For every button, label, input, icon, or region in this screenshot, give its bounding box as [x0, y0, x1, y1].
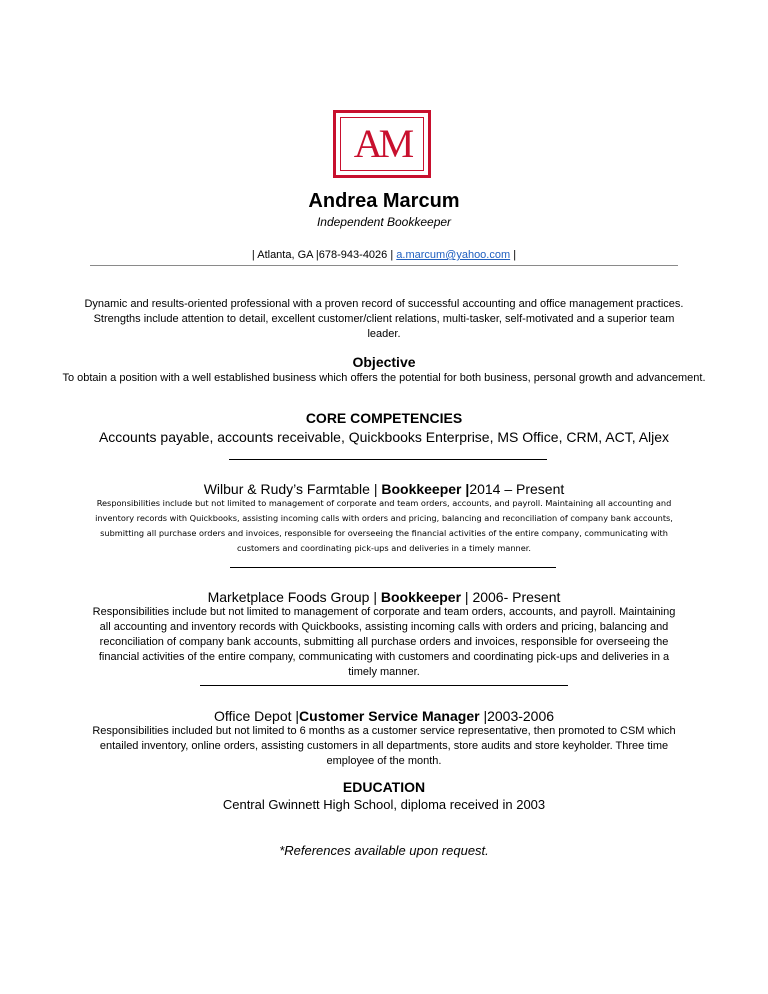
summary-text: Dynamic and results-oriented professional with a proven record of successful accounting and office management practices. Strengths include attention to detail, excellent customer/client relations, multi-tasker, self-motivated and a superior team leader. — [84, 298, 684, 340]
contact-line — [0, 249, 768, 261]
email-link[interactable]: a.marcum@yahoo.com — [396, 249, 511, 261]
competencies-text: Accounts payable, accounts receivable, Quickbooks Enterprise, MS Office, CRM, ACT, Aljex — [98, 429, 670, 445]
job-company: Marketplace Foods Group | — [207, 589, 381, 605]
candidate-title: Independent Bookkeeper — [316, 215, 452, 229]
references-note: *References available upon request. — [279, 843, 489, 858]
job-role: Customer Service Manager — [299, 708, 480, 724]
job-role: Bookkeeper | — [381, 481, 470, 497]
contact-location-phone: | Atlanta, GA |678-943-4026 | — [251, 249, 397, 261]
section-divider — [230, 567, 556, 568]
section-divider — [200, 685, 568, 686]
job-company: Office Depot | — [213, 708, 300, 724]
job-dates: | 2006- Present — [461, 589, 561, 605]
monogram-logo-inner — [340, 117, 424, 171]
job-description: Responsibilities include but not limited to management of corporate and team orders, accounts, and payroll. Maintaining all accounting and inventory records with Quickbooks, assisting incoming calls with orders and pricing, balancing and reconciliation of company bank accounts, submitting all purchase orders and invoices, responsible for overseeing the financial activities of the entire company, communicating with customers and coordinating pick-ups and deliveries in a timely manner. — [95, 498, 673, 553]
job-description: Responsibilities included but not limited to 6 months as a customer service representative, then promoted to CSM which entailed inventory, online orders, assisting customers in all departments, store audits and store keyholder. Three time employee of the month. — [92, 725, 676, 767]
job-dates: 2014 – Present — [469, 481, 565, 497]
job-title-line — [0, 708, 768, 724]
job-title-line — [0, 589, 768, 605]
education-heading: EDUCATION — [342, 779, 426, 795]
education-text: Central Gwinnett High School, diploma received in 2003 — [222, 797, 546, 812]
monogram-text: AM — [353, 121, 411, 166]
candidate-name: Andrea Marcum — [308, 190, 460, 212]
job-role: Bookkeeper — [380, 589, 462, 605]
job-company: Wilbur & Rudy’s Farmtable | — [203, 481, 382, 497]
header-divider — [90, 265, 678, 266]
competencies-heading: CORE COMPETENCIES — [305, 410, 463, 426]
objective-heading: Objective — [352, 354, 416, 370]
monogram-logo — [333, 110, 431, 178]
contact-suffix: | — [510, 249, 517, 261]
job-title-line — [0, 481, 768, 497]
job-dates: |2003-2006 — [479, 708, 555, 724]
objective-text: To obtain a position with a well established business which offers the potential for both business, personal growth and advancement. — [62, 372, 706, 384]
job-description: Responsibilities include but not limited to management of corporate and team orders, accounts, and payroll. Maintaining all accounting and inventory records with Quickbooks, assisting incoming calls with orders and pricing, balancing and reconciliation of company bank accounts, submitting all purchase orders and invoices, responsible for overseeing the financial activities of the entire company, communicating with customers and coordinating pick-ups and deliveries in a timely manner. — [92, 606, 676, 678]
section-divider — [229, 459, 547, 460]
